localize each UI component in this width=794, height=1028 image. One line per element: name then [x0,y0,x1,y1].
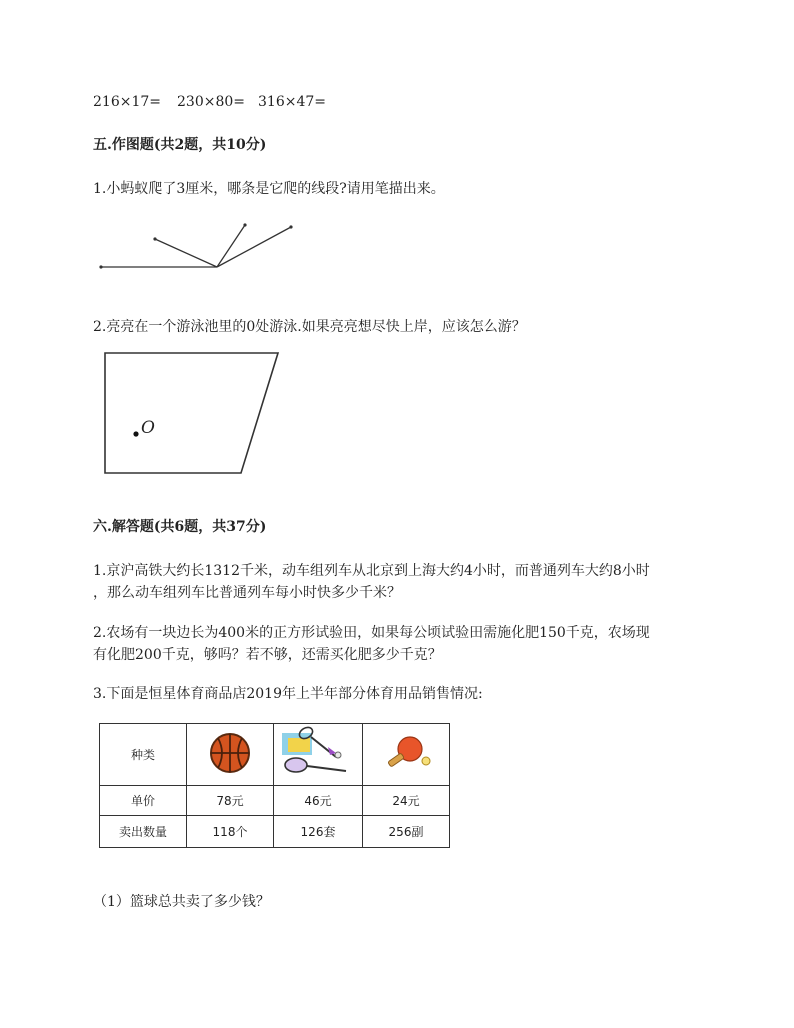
table-row [100,816,450,848]
badminton-rackets-icon [280,725,356,781]
basketball-icon [208,731,252,775]
section-6-title: 六.解答题(共6题，共37分) [93,519,267,535]
segment-right [217,227,291,267]
section-6-question-2-line-2: 有化肥200千克，够吗？若不够，还需买化肥多少千克？ [93,647,442,663]
price-cell: 78元 [187,786,274,816]
pool-point-label: O [141,418,155,438]
quantity-cell: 126套 [274,816,363,848]
price-label-cell: 单价 [100,786,187,816]
table-row [100,786,450,816]
segment-endpoint [289,225,292,228]
sales-table [99,723,450,848]
segment-endpoint [153,237,156,240]
section-6-question-3: 3.下面是恒星体育商品店2019年上半年部分体育用品销售情况: [93,686,483,702]
table-row [100,724,450,786]
price-cell: 24元 [363,786,450,816]
badminton-racket-cell [274,724,363,786]
pingpong-cell [363,724,450,786]
section-5-question-1: 1.小蚂蚁爬了3厘米，哪条是它爬的线段?请用笔描出来。 [93,181,445,197]
quantity-label-cell: 卖出数量 [100,816,187,848]
calculation-row [93,94,326,110]
pingpong-paddle-icon [380,735,432,771]
pool-outline [105,353,278,473]
segments-figure [95,215,310,275]
pool-point [133,431,138,436]
sub-question-1: （1）篮球总共卖了多少钱？ [93,894,270,910]
quantity-cell: 118个 [187,816,274,848]
segment-up [217,225,245,267]
section-5-title: 五.作图题(共2题，共10分) [93,137,267,153]
pool-figure [100,350,285,478]
quantity-cell: 256副 [363,816,450,848]
section-6-question-1-line-1: 1.京沪高铁大约长1312千米，动车组列车从北京到上海大约4小时，而普通列车大约8小时 [93,563,650,579]
section-6-question-2-line-1: 2.农场有一块边长为400米的正方形试验田，如果每公顷试验田需施化肥150千克，农场现 [93,625,650,641]
header-label-cell: 种类 [100,724,187,786]
calc-item: 316×47= [258,94,326,110]
price-cell: 46元 [274,786,363,816]
segment-endpoint [99,265,102,268]
calc-item: 216×17= [93,94,161,110]
segment-left [155,239,217,267]
calc-item: 230×80= [177,94,245,110]
section-6-question-1-line-2: ，那么动车组列车比普通列车每小时快多少千米？ [93,585,401,601]
segment-endpoint [243,223,246,226]
basketball-cell [187,724,274,786]
section-5-question-2: 2.亮亮在一个游泳池里的0处游泳.如果亮亮想尽快上岸，应该怎么游？ [93,319,526,335]
